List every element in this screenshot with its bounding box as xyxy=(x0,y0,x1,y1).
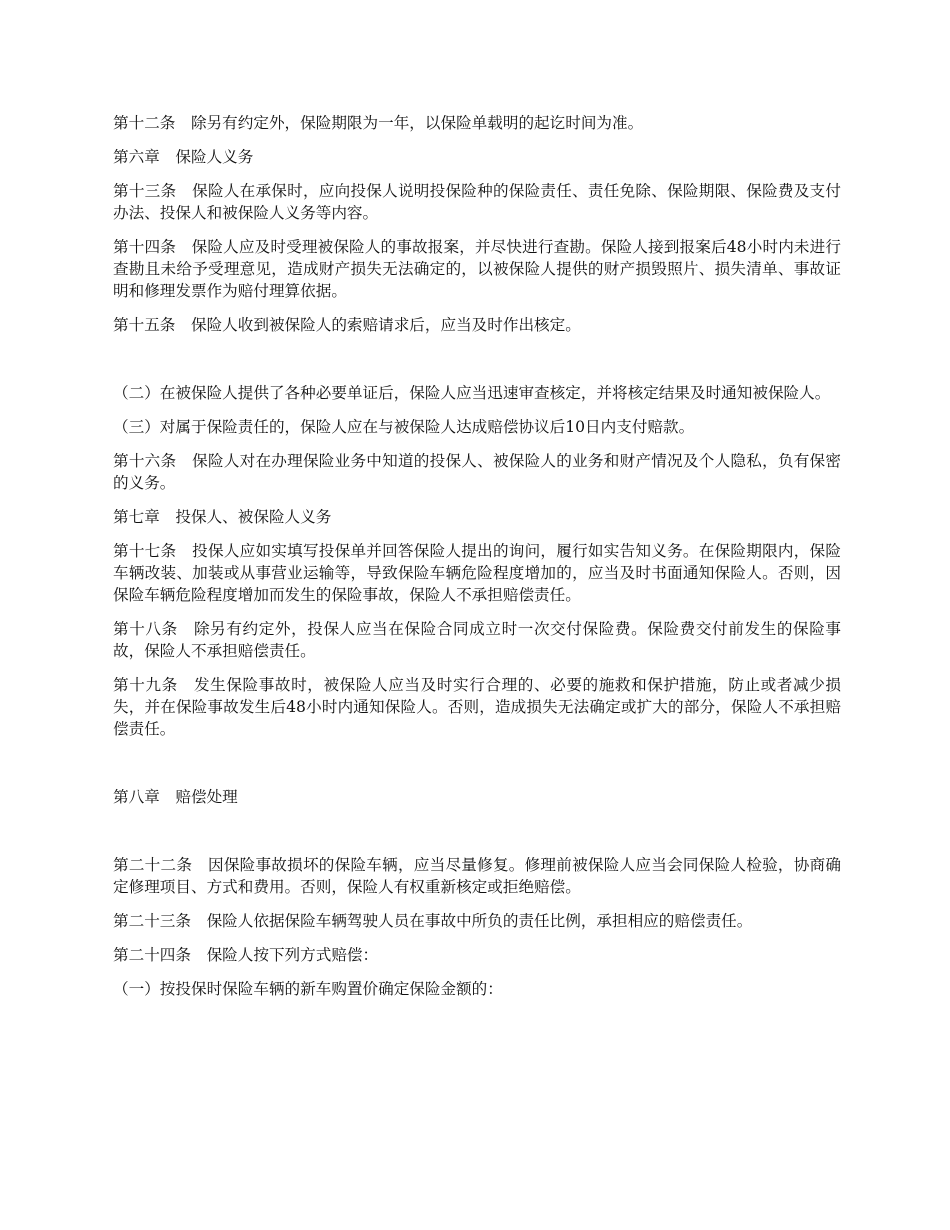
article-24: 第二十四条 保险人按下列方式赔偿： xyxy=(113,946,379,964)
section-gap xyxy=(113,752,841,786)
chapter-6-heading: 第六章 保险人义务 xyxy=(113,148,254,166)
section-gap xyxy=(113,820,841,854)
document-body xyxy=(113,112,841,1012)
article-18: 第十八条 除另有约定外，投保人应当在保险合同成立时一次交付保险费。保险费交付前发生的保险事故，保险人不承担赔偿责任。 xyxy=(113,620,841,660)
article-19: 第十九条 发生保险事故时，被保险人应当及时实行合理的、必要的施救和保护措施，防止或者减少损失，并在保险事故发生后48小时内通知保险人。否则，造成损失无法确定或扩大的部分，保险人不承担赔偿责任。 xyxy=(113,676,841,738)
article-22: 第二十二条 因保险事故损坏的保险车辆，应当尽量修复。修理前被保险人应当会同保险人检验，协商确定修理项目、方式和费用。否则，保险人有权重新核定或拒绝赔偿。 xyxy=(113,856,841,896)
article-15-item-3: （三）对属于保险责任的，保险人应在与被保险人达成赔偿协议后10日内支付赔款。 xyxy=(113,418,695,436)
article-17: 第十七条 投保人应如实填写投保单并回答保险人提出的询问，履行如实告知义务。在保险期限内，保险车辆改装、加装或从事营业运输等，导致保险车辆危险程度增加的，应当及时书面通知保险人。否则，因保险车辆危险程度增加而发生的保险事故，保险人不承担赔偿责任。 xyxy=(113,542,841,604)
chapter-8-heading: 第八章 赔偿处理 xyxy=(113,788,238,806)
article-15: 第十五条 保险人收到被保险人的索赔请求后，应当及时作出核定。 xyxy=(113,316,581,334)
article-13: 第十三条 保险人在承保时，应向投保人说明投保险种的保险责任、责任免除、保险期限、保险费及支付办法、投保人和被保险人义务等内容。 xyxy=(113,182,841,222)
article-15-item-2: （二）在被保险人提供了各种必要单证后，保险人应当迅速审查核定，并将核定结果及时通知被保险人。 xyxy=(113,384,831,402)
article-24-item-1: （一）按投保时保险车辆的新车购置价确定保险金额的： xyxy=(113,980,503,998)
section-gap xyxy=(113,348,841,382)
article-14: 第十四条 保险人应及时受理被保险人的事故报案，并尽快进行查勘。保险人接到报案后48小时内未进行查勘且未给予受理意见，造成财产损失无法确定的，以被保险人提供的财产损毁照片、损失清单、事故证明和修理发票作为赔付理算依据。 xyxy=(113,238,841,300)
article-23: 第二十三条 保险人依据保险车辆驾驶人员在事故中所负的责任比例，承担相应的赔偿责任。 xyxy=(113,912,753,930)
article-16: 第十六条 保险人对在办理保险业务中知道的投保人、被保险人的业务和财产情况及个人隐私，负有保密的义务。 xyxy=(113,452,841,492)
article-12: 第十二条 除另有约定外，保险期限为一年，以保险单载明的起讫时间为准。 xyxy=(113,114,644,132)
chapter-7-heading: 第七章 投保人、被保险人义务 xyxy=(113,508,332,526)
